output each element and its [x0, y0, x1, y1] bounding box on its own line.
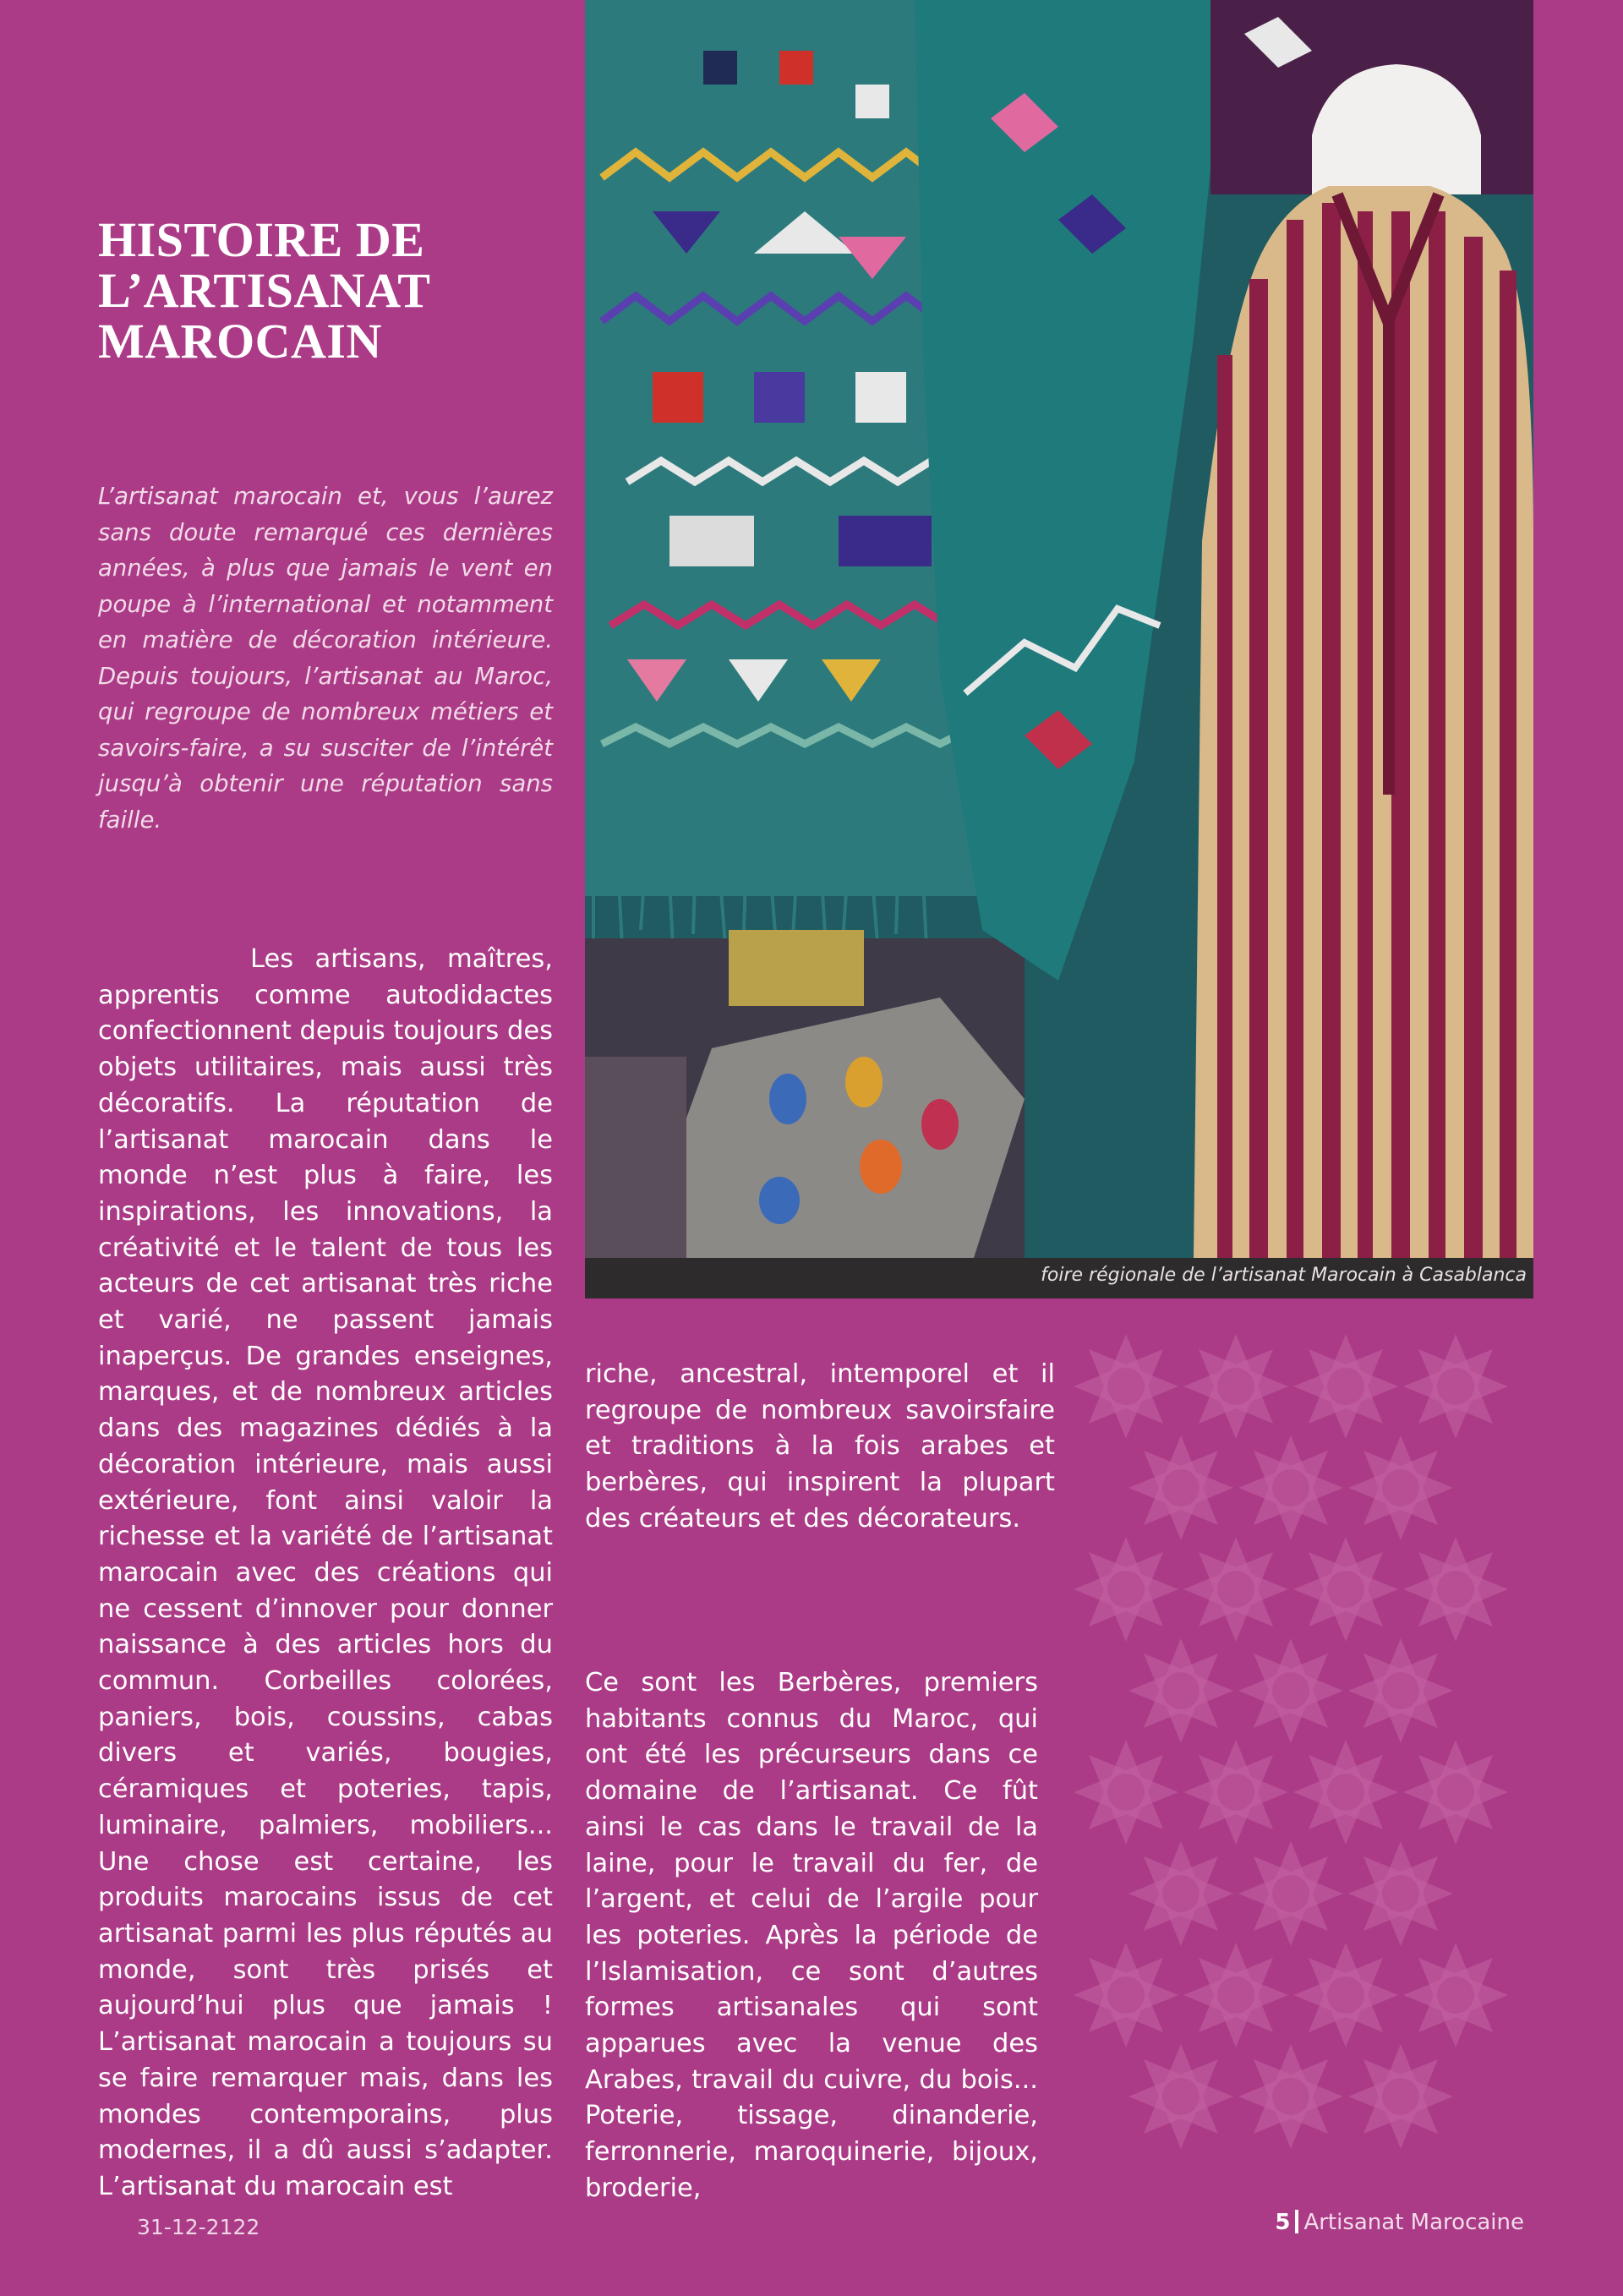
footer-separator — [1295, 2210, 1298, 2233]
decorative-star-pattern — [1067, 1327, 1540, 2189]
footer-date: 31-12-2122 — [137, 2215, 260, 2239]
page-number: 5 — [1275, 2210, 1291, 2235]
article-title — [98, 212, 571, 369]
title-line-1: HISTOIRE DE — [98, 212, 425, 267]
feature-photo — [585, 0, 1533, 1258]
magazine-name: Artisanat Marocaine — [1303, 2210, 1524, 2235]
article-body-column-2-bottom: Ce sont les Berbères, premiers habitants connus du Maroc, qui ont été les précurseurs dans ce domaine de l’artisanat. Ce fût ainsi le cas dans le travail de la laine, pour le travail du fer, de l’argent, et celui de l’argile pour les poteries. Après la période de l’Islamisation, ce sont d’autres formes artisanales qui sont apparues avec la venue des Arabes, travail du cuivre, du bois... Poterie, tissage, dinanderie, ferronnerie, maroquinerie, bijoux, broderie, — [585, 1668, 1038, 2203]
footer-page-info — [1275, 2210, 1524, 2235]
article-body-column-2-top: riche, ancestral, intemporel et il regroupe de nombreux savoirsfaire et traditions à la fois arabes et berbères, qui inspirent la plupart des créateurs et des décorateurs. — [585, 1359, 1055, 1533]
title-line-3: MAROCAIN — [98, 314, 382, 369]
photo-caption-bar — [585, 1258, 1533, 1298]
title-line-2: L’ARTISANAT — [98, 263, 431, 318]
article-body-column-1: Les artisans, maîtres, apprentis comme autodidactes confectionnent depuis toujours des objets utilitaires, mais aussi très décoratifs. La réputation de l’artisanat marocain dans le monde n’est plus à faire, les inspirations, les innovations, la créativité et le talent de tous les acteurs de cet artisanat très riche et varié, ne passent jamais inaperçus. De grandes enseignes, marques, et de nombreux articles dans des magazines dédiés à la décoration intérieure, mais aussi extérieure, font ainsi valoir la richesse et la variété de l’artisanat marocain avec des créations qui ne cessent d’innover pour donner naissance à des articles hors du commun. Corbeilles colorées, paniers, bois, coussins, cabas divers et variés, bougies, céramiques et poteries, tapis, luminaire, palmiers, mobiliers... Une chose est certaine, les produits marocains issus de cet artisanat parmi les plus réputés au monde, sont très prisés et aujourd’hui plus que jamais ! L’artisanat marocain a toujours su se faire remarquer mais, dans les mondes contemporains, plus modernes, il a dû aussi s’adapter. L’artisanat du marocain est — [98, 944, 553, 2201]
photo-caption: foire régionale de l’artisanat Marocain à Casablanca — [1041, 1265, 1527, 1286]
article-intro: L’artisanat marocain et, vous l’aurez sans doute remarqué ces dernières années, à plus que jamais le vent en poupe à l’international et notamment en matière de décoration intérieure. Depuis toujours, l’artisanat au Maroc, qui regroupe de nombreux métiers et savoirs-faire, a su susciter de l’intérêt jusqu’à obtenir une réputation sans faille. — [98, 483, 553, 834]
